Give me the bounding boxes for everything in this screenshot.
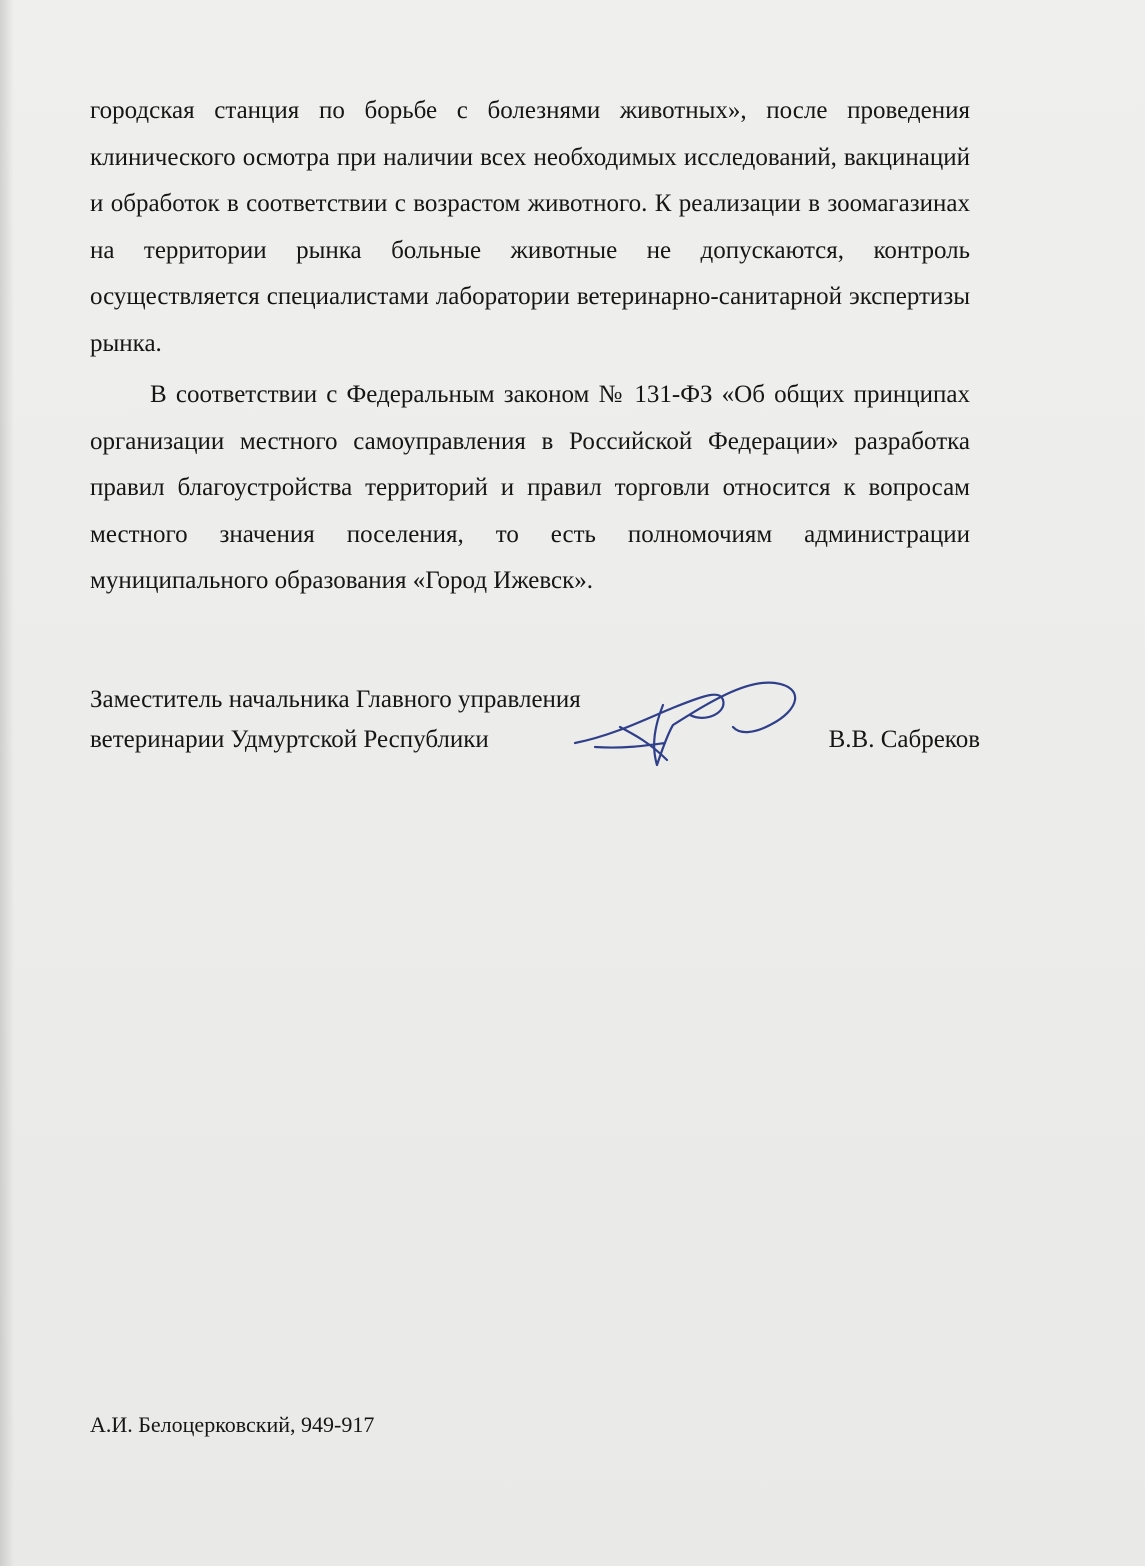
signature-block: [90, 680, 980, 760]
signer-position-line-1: Заместитель начальника Главного управления: [90, 686, 581, 713]
body-paragraph-1: городская станция по борьбе с болезнями животных», после проведения клинического осмотра при наличии всех необходимых исследований, вакцинаций и обработок в соответствии с возрастом животного. К реализации в зоомагазинах на территории рынка больные животные не допускаются, контроль осуществляется специалистами лаборатории ветеринарно-санитарной экспертизы рынка.: [90, 97, 970, 357]
signer-name: В.В. Сабреков: [828, 726, 980, 753]
letter-body: [90, 88, 970, 605]
handwritten-signature: [555, 665, 825, 775]
executor-contact: А.И. Белоцерковский, 949-917: [90, 1412, 375, 1437]
signer-position-line-2: ветеринарии Удмуртской Республики: [90, 726, 489, 753]
scan-edge-shadow: [0, 0, 14, 1566]
body-paragraph-2: В соответствии с Федеральным законом № 131-ФЗ «Об общих принципах организации местного самоуправления в Российской Федерации» разработка правил благоустройства территорий и правил торговли относится к вопросам местного значения поселения, то есть полномочиям администрации муниципального образования «Город Ижевск».: [90, 381, 970, 594]
